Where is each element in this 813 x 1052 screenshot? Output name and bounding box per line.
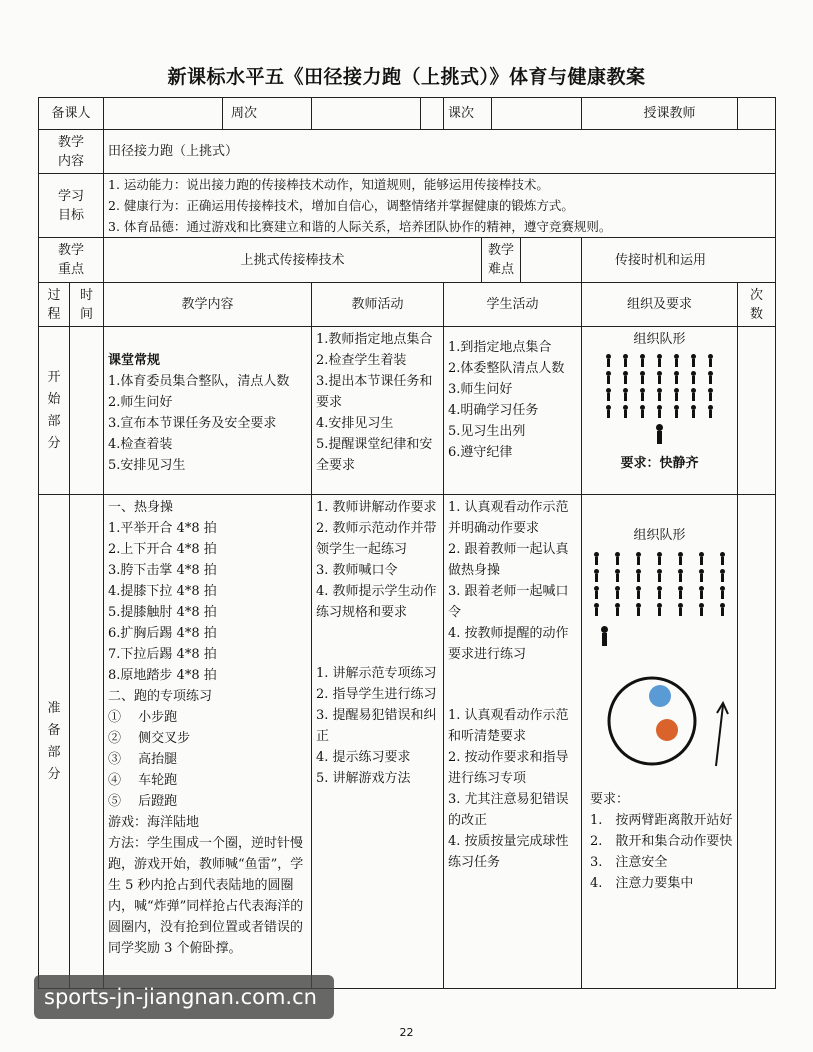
start-item: 5.安排见习生 [108, 457, 186, 473]
prep-student-item: 1. 认真观看动作示范并明确动作要求 [448, 500, 569, 536]
content-label: 教学内容 [57, 134, 84, 169]
prep-student-item: 3. 跟着老师一起喊口令 [448, 584, 569, 620]
prep-item: 游戏：海洋陆地 [108, 815, 200, 830]
week-label: 周次 [222, 98, 311, 129]
col-process: 过程 [47, 287, 61, 322]
prep-item: 二、跑的专项练习 [108, 689, 213, 704]
start-teacher-item: 3.提出本节课任务和要求 [316, 374, 433, 410]
start-org-title: 组织队形 [633, 332, 686, 347]
prep-req-item: 2. 散开和集合动作要快 [590, 834, 733, 849]
goal-item: 3. 体育品德：通过游戏和比赛建立和谐的人际关系，培养团队协作的精神，遵守竞赛规则。 [108, 219, 612, 234]
start-student-item: 3.师生问好 [448, 382, 513, 397]
prep-teacher-item: 1. 讲解示范专项练习 [316, 666, 437, 681]
prep-label: 准备部分 [47, 700, 61, 782]
start-teacher-item: 2.检查学生着装 [316, 353, 407, 368]
prep-item: 2.上下开合 4*8 拍 [108, 542, 217, 557]
goals-label: 学习目标 [57, 188, 84, 223]
prep-item: 4.提膝下拉 4*8 拍 [108, 584, 217, 599]
lesson-value [491, 98, 581, 129]
week-value [312, 98, 420, 129]
start-student-item: 4.明确学习任务 [448, 403, 539, 418]
key-value: 上挑式传接棒技术 [104, 238, 482, 283]
prep-teacher-item: 2. 教师示范动作并带领学生一起练习 [316, 521, 437, 557]
sea-circle-icon [656, 719, 678, 741]
lesson-plan-table [38, 97, 776, 989]
start-label: 开始部分 [47, 369, 61, 451]
col-student: 学生活动 [444, 283, 582, 327]
prep-student-item: 2. 跟着教师一起认真做热身操 [448, 542, 569, 578]
teacher-icon [655, 424, 664, 444]
col-times: 次数 [750, 287, 764, 322]
prep-formation [582, 495, 738, 989]
prep-item: 3.胯下击掌 4*8 拍 [108, 563, 217, 578]
start-teacher-item: 4.安排见习生 [316, 416, 394, 431]
teacher-icon [600, 626, 609, 646]
prep-student-item: 3. 尤其注意易犯错误的改正 [448, 792, 569, 828]
prep-item: 一、热身操 [108, 500, 174, 515]
instructor-value [738, 98, 776, 130]
prep-teacher-item: 4. 提示练习要求 [316, 750, 411, 765]
prep-teacher-item: 3. 提醒易犯错误和纠正 [316, 708, 437, 744]
start-students-icon [586, 354, 733, 418]
difficulty-value: 传接时机和运用 [582, 238, 776, 283]
prep-org-title: 组织队形 [633, 528, 686, 543]
col-time: 时间 [79, 287, 93, 322]
prep-student-item: 1. 认真观看动作示范和听清楚要求 [448, 708, 569, 744]
start-item: 4.检查着装 [108, 436, 173, 452]
direction-arrow-icon [716, 705, 723, 766]
page-number: 22 [399, 1026, 414, 1039]
col-org: 组织及要求 [582, 283, 738, 327]
start-item: 1.体育委员集合整队，清点人数 [108, 373, 290, 389]
lesson-label: 课次 [448, 106, 475, 121]
prep-student-item: 4. 按教师提醒的动作要求进行练习 [448, 626, 569, 662]
prep-students-icon [586, 552, 733, 616]
prep-item: ② 侧交叉步 [108, 731, 191, 746]
prep-req-item: 4. 注意力要集中 [590, 876, 694, 891]
start-student-item: 6.遵守纪律 [448, 445, 513, 460]
watermark: sports-jn-jiangnan.com.cn [34, 975, 334, 1019]
prep-item: ③ 高抬腿 [108, 752, 178, 767]
col-content: 教学内容 [104, 283, 312, 327]
start-teacher-item: 5.提醒课堂纪律和安全要求 [316, 437, 433, 473]
prep-game-method: 方法：学生围成一个圈，逆时针慢跑，游戏开始，教师喊“鱼雷”，学生 5 秒内抢占到代表陆地的圆圈内，喊“炸弹”同样抢占代表海洋的圆圈内，没有抢到位置或者错误的同学奖励 3 个俯卧撑。 [108, 836, 304, 956]
start-student-item: 2.体委整队清点人数 [448, 361, 565, 376]
teacher-value [104, 98, 222, 129]
start-heading: 课堂常规 [108, 352, 161, 368]
prep-item: 8.原地踏步 4*8 拍 [108, 668, 217, 683]
prep-item: 5.提膝触肘 4*8 拍 [108, 605, 217, 620]
start-teacher-item: 1.教师指定地点集合 [316, 332, 433, 347]
col-teacher: 教师活动 [312, 283, 444, 327]
teacher-label: 备课人 [39, 98, 104, 130]
prep-req-item: 1. 按两臂距离散开站好 [590, 813, 733, 828]
prep-item: 6.扩胸后踢 4*8 拍 [108, 626, 217, 641]
prep-item: ① 小步跑 [108, 710, 178, 725]
prep-item: ⑤ 后蹬跑 [108, 794, 178, 809]
start-org-req: 要求：快静齐 [620, 456, 699, 471]
prep-teacher-item: 1. 教师讲解动作要求 [316, 500, 437, 515]
content-value: 田径接力跑（上挑式） [104, 130, 776, 174]
prep-teacher-item: 2. 指导学生进行练习 [316, 687, 437, 702]
start-student-item: 5.见习生出列 [448, 424, 526, 439]
difficulty-label: 教学难点 [488, 243, 515, 277]
instructor-label: 授课教师 [643, 106, 696, 121]
land-circle-icon [649, 685, 671, 707]
prep-teacher-item: 5. 讲解游戏方法 [316, 771, 411, 786]
start-formation [582, 327, 738, 495]
prep-item: 7.下拉后踢 4*8 拍 [108, 647, 217, 662]
prep-req-item: 3. 注意安全 [590, 855, 668, 870]
prep-req-label: 要求： [590, 792, 630, 807]
page-title: 新课标水平五《田径接力跑（上挑式）》体育与健康教案 [167, 66, 646, 88]
prep-item: ④ 车轮跑 [108, 773, 178, 788]
start-item: 2.师生问好 [108, 394, 173, 410]
key-label: 教学重点 [57, 243, 84, 277]
game-circle-diagram [586, 663, 736, 781]
prep-teacher-item: 4. 教师提示学生动作练习规格和要求 [316, 584, 437, 620]
goal-item: 2. 健康行为：正确运用传接棒技术，增加自信心，调整情绪并掌握健康的锻炼方式。 [108, 198, 574, 213]
prep-student-item: 2. 按动作要求和指导进行练习专项 [448, 750, 569, 786]
goal-item: 1. 运动能力：说出接力跑的传接棒技术动作，知道规则，能够运用传接棒技术。 [108, 177, 549, 192]
start-student-item: 1.到指定地点集合 [448, 340, 552, 355]
start-item: 3.宣布本节课任务及安全要求 [108, 415, 277, 431]
prep-item: 1.平举开合 4*8 拍 [108, 521, 217, 536]
prep-student-item: 4. 按质按量完成球性练习任务 [448, 834, 569, 870]
prep-teacher-item: 3. 教师喊口令 [316, 563, 398, 578]
